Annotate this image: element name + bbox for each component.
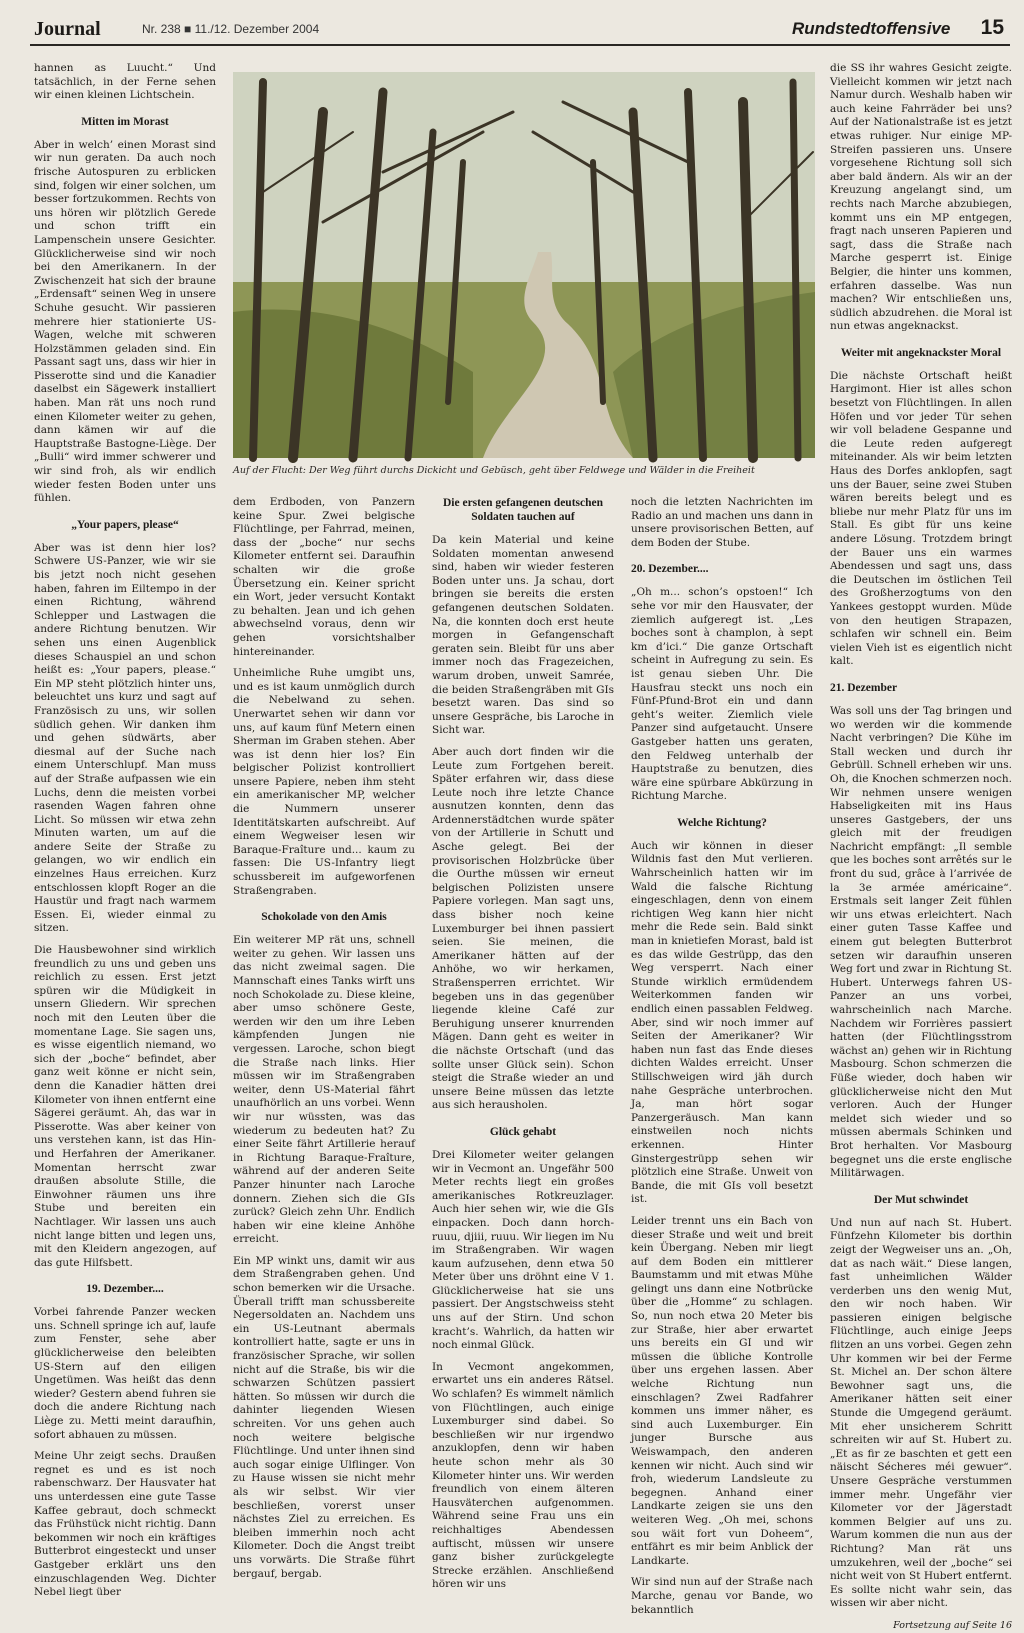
subheading: Mitten im Morast xyxy=(81,115,169,128)
paragraph: dem Erdboden, von Panzern keine Spur. Zwei belgische Flüchtlinge, per Fahrrad, meinen, dass der „boche“ nur sechs Kilometer entfernt sei. Daraufhin schalten wir die große Übersetzung ein. Keiner spricht ein Wort, jeder versucht Kontakt zu behalten. Jean und ich gehen abwechselnd voraus, denn wir gehen vorsichtshalber hintereinander. xyxy=(233,496,415,658)
subheading: 20. Dezember.... xyxy=(631,563,709,576)
subheading: „Your papers, please“ xyxy=(71,518,179,531)
subheading: Schokolade von den Amis xyxy=(261,911,387,924)
subheading: Welche Richtung? xyxy=(677,816,767,829)
paragraph: Aber in welch’ einen Morast sind wir nun geraten. Da auch noch frische Autospuren zu erblicken sind, folgen wir einer solchen, um besser fortzukommen. Rechts von uns hören wir plötzlich Gerede und schon trifft ein Lampenschein unsere Gesichter. Glücklicherweise sind wir noch bei den Amerikanern. In der Zwischenzeit hat sich der braune „Erdensaft“ seinen Weg in unsere Schuhe gesucht. Wir passieren mehrere hier stationierte US-Wagen, welche mit schweren Holzstämmen geladen sind. Ein Passant sagt uns, dass wir hier in Pisserotte sind und die Kanadier daselbst ein Sägewerk installiert haben. Man rät uns noch rund einen Kilometer weiter zu gehen, dann kämen wir auf die Hauptstraße Bastogne-Liège. Der „Bulli“ wird immer schwerer und wir sind froh, als wir endlich wieder festen Boden unter uns fühlen. xyxy=(34,138,216,505)
paragraph: hannen as Luucht.“ Und tatsächlich, in der Ferne sehen wir einen kleinen Lichtschein. xyxy=(34,62,216,102)
paragraph: Aber auch dort finden wir die Leute zum Fortgehen bereit. Später erfahren wir, dass diese Leute noch ihre letzte Chance ausnutzen konnten, denn das Ardennerstädtchen wurde später von der Artillerie in Schutt und Asche gelegt. Bei der provisorischen Holzbrücke über die Ourthe müssen wir erneut belgischen Polizisten unsere Papiere vorlegen. Man sagt uns, dass bisher noch keine Luxemburger bei ihnen passiert seien. Sie meinen, die Amerikaner hätten auf der Anhöhe, wo wir herkamen, Straßensperren errichtet. Wir begeben uns in das gegenüber liegende kleine Café zur Beruhigung unserer knurrenden Mägen. Dann geht es weiter in die nächste Ortschaft (und das sollte unser Glück sein). Schon steigt die Straße wieder an und unsere Beine müssen das letzte aus sich herausholen. xyxy=(432,745,614,1112)
page-number: 15 xyxy=(980,16,1004,39)
paragraph: Was soll uns der Tag bringen und wo werden wir die kommende Nacht verbringen? Die Kühe im Stall wecken und durch ihr Gebrüll. Schnell erheben wir uns. Oh, die Knochen schmerzen noch. Wir nehmen unsere wenigen Habseligkeiten mit ins Haus unseres Gastgebers, der uns gleich mit der freudigen Nachricht empfängt: „Il semble que les boches sont arrêtés sur le front du sud, grâce à l’arrivée de la 3e armée américaine“. Erstmals seit langer Zeit fühlen wir uns etwas erleichtert. Nach einer guten Tasse Kaffee und einem gut belegten Butterbrot setzen wir daraufhin unseren Weg fort und zwar in Richtung St. Hubert. Unterwegs fahren US-Panzer an uns vorbei, wahrscheinlich nach Marche. Nachdem wir Forrières passiert hatten (der Flüchtlingsstrom wächst an) gehen wir in Richtung Masbourg. Schon schmerzen die Füße wieder, doch haben wir glücklicherweise nicht den Mut verloren. Auch der Hunger meldet sich wieder und so müssen abermals Schinken und Brot herhalten. Vor Masbourg begegnet uns die erste englische Militärwagen. xyxy=(830,704,1012,1180)
column-1 xyxy=(34,62,216,1599)
subheading: Glück gehabt xyxy=(489,1125,557,1138)
paragraph: Leider trennt uns ein Bach von dieser Straße und weit und breit kein Übergang. Neben mir liegt auf dem Boden ein mittlerer Baumstamm und mit etwas Mühe gelingt uns dann eine Notbrücke über die „Homme“ zu schlagen. So, nun noch etwa 20 Meter bis zur Straße, hier aber erwartet uns bereits ein GI und wir müssen die übliche Kontrolle über uns ergehen lassen. Aber welche Richtung nun einschlagen? Zwei Radfahrer kommen uns immer näher, es sind auch Luxemburger. Ein junger Bursche aus Weiswampach, den anderen kennen wir nicht. Auch sind wir froh, wiederum Landsleute zu begegnen. Anhand einer Landkarte zeigen sie uns den weiteren Weg. „Oh mei, schons sou wäit fort vun Doheem“, entfährt es mir beim Anblick der Landkarte. xyxy=(631,1214,813,1567)
paragraph: Auch wir können in dieser Wildnis fast den Mut verlieren. Wahrscheinlich hatten wir im Wald die falsche Richtung eingeschlagen, denn von einem richtigen Weg kann hier nicht mehr die Rede sein. Bald sinkt man in knietiefen Morast, bald ist es das wilde Gestrüpp, das den Weg versperrt. Nach einer Stunde wirklich ermüdendem Weiterkommen fanden wir endlich einen passablen Feldweg. Aber, sind wir noch immer auf Seiten der Amerikaner? Wir haben nun fast das Ende dieses dichten Waldes erreicht. Unser Stillschweigen wird jäh durch nahe Gespräche unterbrochen. Ja, man hört sogar Panzergeräusch. Man kann einstweilen noch nichts erkennen. Hinter Ginstergestrüpp sehen wir plötzlich eine Straße. Unweit von Bande, die mit GIs voll besetzt ist. xyxy=(631,839,813,1206)
paragraph: Da kein Material und keine Soldaten momentan anwesend sind, haben wir wieder festeren Boden unter uns. Ja schau, dort bringen sie bereits die ersten gefangenen deutschen Soldaten. Na, die konnten doch erst heute morgen in Gefangenschaft geraten sein. Bleibt für uns aber immer noch das Fragezeichen, warum droben, unweit Samrée, die beiden Straßengräben mit GIs besetzt waren. Das sind so unsere Gespräche, bis Laroche in Sicht war. xyxy=(432,534,614,737)
paragraph: Unheimliche Ruhe umgibt uns, und es ist kaum unmöglich durch die Nebelwand zu sehen. Unerwartet sehen wir dann vor uns, auf kaum fünf Metern einen Sherman im Graben stehen. Aber was ist denn hier los? Ein belgischer Polizist kontrolliert unsere Papiere, neben ihm steht ein amerikanischer MP, welcher die Nummern unserer Identitätskarten aufschreibt. Auf einem Wegweiser lesen wir Baraque-Fraîture und... kaum zu fassen: Die US-Infantry liegt schussbereit im aufgeworfenen Straßengraben. xyxy=(233,667,415,897)
paragraph: Ein weiterer MP rät uns, schnell weiter zu gehen. Wir lassen uns das nicht zweimal sagen. Die Mannschaft eines Tanks wirft uns noch Schokolade zu. Diese kleine, aber umso schönere Geste, werden wir den um ihre Leben kämpfenden Jungen nie vergessen. Laroche, schon biegt die Straße nach links. Hier müssen wir im Straßengraben weiter, denn US-Material fährt unaufhörlich an uns vorbei. Wenn wir nur wüssten, was das wiederum zu bedeuten hat? Zu einer Seite fährt Artillerie herauf in Richtung Baraque-Fraîture, während auf der anderen Seite Panzer hinunter nach Laroche donnern. Ziehen sich die GIs zurück? Gleich zehn Uhr. Endlich haben wir eine kleine Anhöhe erreicht. xyxy=(233,934,415,1246)
forest-path-photo xyxy=(233,72,815,458)
subheading: 21. Dezember xyxy=(830,681,898,694)
issue-info: Nr. 238 ■ 11./12. Dezember 2004 xyxy=(142,22,320,36)
forest-path-illustration xyxy=(233,72,815,458)
subheading: 19. Dezember.... xyxy=(86,1283,164,1296)
photo-caption: Auf der Flucht: Der Weg führt durchs Dickicht und Gebüsch, geht über Feldwege und Wälder in die Freiheit xyxy=(233,465,755,476)
subheading: Die ersten gefangenen deutschen Soldaten tauchen auf xyxy=(442,497,604,523)
continuation-note: Fortsetzung auf Seite 16 xyxy=(893,1619,1012,1631)
paragraph: Vorbei fahrende Panzer wecken uns. Schnell springe ich auf, laufe zum Fenster, sehe aber glücklicherweise den beleibten US-Stern auf den eiligen Ungetümen. Was heißt das denn wieder? Gestern abend fuhren sie doch die andere Richtung nach Liège zu. Metti meint daraufhin, sofort abhauen zu müssen. xyxy=(34,1306,216,1441)
paragraph: Die nächste Ortschaft heißt Hargimont. Hier ist alles schon besetzt von Flüchtlingen. In allen Höfen und vor jeder Tür sehen wir voll beladene Gespanne und die Leute reden aufgeregt miteinander. Als wir beim letzten Haus des Dorfes anklopfen, sagt uns der Bauer, seine zwei Stuben wären bereits belegt und es bliebe nur mehr Platz für uns im Stall. Es gibt für uns keine andere Lösung. Trotzdem bringt der Bauer uns ein warmes Abendessen und sagt uns, dass die Deutschen im östlichen Teil des Großherzogtums von den Yankees gestoppt wurden. Müde von den heutigen Strapazen, schlafen wir schnell ein. Beim vielen Vieh ist es eigentlich nicht kalt. xyxy=(830,369,1012,668)
column-3 xyxy=(432,496,614,1591)
paragraph: Die Hausbewohner sind wirklich freundlich zu uns und geben uns reichlich zu essen. Erst jetzt spüren wir die Müdigkeit in unsern Gliedern. Wir sprechen noch mit den Leuten über die momentane Lage. Sie sagen uns, es wisse eigentlich niemand, wo sich der „boche“ befindet, aber ganz weit könne er nicht sein, denn die Kanadier hätten drei Kilometer von ihnen entfernt eine Sägerei geräumt. Ah, das war in Pisserotte. Was aber keiner von uns verstehen kann, ist das Hin- und Herfahren der Amerikaner. Momentan herrscht zwar draußen absolute Stille, die Einwohner räumen uns ihre Stube und bereiten ein Nachtlager. Wir lassen uns auch nicht lange bitten und legen uns, mit den Kleidern angezogen, auf das gute Hilfsbett. xyxy=(34,944,216,1269)
section-title: Rundstedtoffensive xyxy=(792,19,951,38)
column-5 xyxy=(830,62,1012,1631)
paragraph: Und nun auf nach St. Hubert. Fünfzehn Kilometer bis dorthin zeigt der Wegweiser uns an. „Oh, dat as nach wäit.“ Diese langen, fast unheimlichen Wälder verderben uns den wenig Mut, den wir noch haben. Wir passieren einigen belgische Flüchtlinge, auch einige Jeeps flitzen an uns vorbei. Gegen zehn Uhr kommen wir bei der Ferme St. Michel an. Der schon ältere Bewohner sagt uns, die Amerikaner hätten seit einer Stunde die Umgegend geräumt. Mit eher unsicherem Schritt schreiten wir auf St. Hubert zu. „Et as fir ze baschten et gett een näischt Sécheres méi gewuer“. Unsere Gespräche verstummen immer mehr. Ungefähr vier Kilometer vor der Jägerstadt kommen Belgier auf uns zu. Warum kommen die nun aus der Richtung? Man rät uns umzukehren, weil der „boche“ sei nicht weit von St Hubert entfernt. Es sollte nicht wahr sein, das wissen wir aber nicht. xyxy=(830,1216,1012,1610)
paragraph: Wir sind nun auf der Straße nach Marche, genau vor Bande, wo bekanntlich xyxy=(631,1576,813,1616)
paragraph: Drei Kilometer weiter gelangen wir in Vecmont an. Ungefähr 500 Meter rechts liegt ein großes amerikanisches Rotkreuzlager. Auch hier sehen wir, wie die GIs einpacken. Doch dann horch-ruuu, djiii, ruuu. Wir liegen im Nu im Straßengraben. Wir wagen kaum aufzusehen, denn etwa 50 Meter über uns dröhnt eine V 1. Glücklicherweise hat sie uns passiert. Der Angstschweiss steht uns auf der Stirn. Und schon kracht’s. Wahrlich, da hatten wir noch einmal Glück. xyxy=(432,1148,614,1352)
column-2 xyxy=(233,496,415,1580)
paragraph: „Oh m... schon’s opstoen!“ Ich sehe vor mir den Hausvater, der ziemlich aufgeregt ist. „Les boches sont à champlon, à sept km d’ici.“ Die ganze Ortschaft scheint in Aufregung zu sein. Es ist genau sieben Uhr. Die Hausfrau steckt uns noch ein Fünf-Pfund-Brot ein und dann geht’s weiter. Ziemlich viele Panzer sind aufgetaucht. Unsere Gastgeber hatten uns geraten, den Feldweg unterhalb der Hauptstraße zu benutzen, dies wäre eine spürbare Abkürzung in Richtung Marche. xyxy=(631,586,813,803)
journal-title: Journal xyxy=(34,18,101,40)
column-4 xyxy=(631,496,813,1616)
paragraph: Meine Uhr zeigt sechs. Draußen regnet es und es ist noch rabenschwarz. Der Hausvater hat uns unterdessen eine gute Tasse Kaffee gebraut, doch schmeckt das Frühstück nicht richtig. Dann bekommen wir noch ein kräftiges Butterbrot eingesteckt und unser Gastgeber erklärt uns den einzuschlagenden Weg. Dichter Nebel liegt über xyxy=(34,1450,216,1599)
paragraph: In Vecmont angekommen, erwartet uns ein anderes Rätsel. Wo schlafen? Es wimmelt nämlich von Flüchtlingen, auch einige Luxemburger sind dabei. So beschließen wir nur irgendwo anzuklopfen, denn wir haben heute schon mehr als 30 Kilometer hinter uns. Wir werden freundlich von einem älteren Hausväterchen aufgenommen. Während seine Frau uns ein reichhaltiges Abendessen auftischt, müssen wir unsere ganz bisher zurückgelegte Strecke erzählen. Anschließend hören wir uns xyxy=(432,1360,614,1591)
subheading: Der Mut schwindet xyxy=(873,1193,969,1206)
subheading: Weiter mit angeknackster Moral xyxy=(840,346,1002,359)
paragraph: die SS ihr wahres Gesicht zeigte. Vielleicht kommen wir jetzt nach Namur durch. Weshalb haben wir auch keine Fahrräder bei uns? Auf der Nationalstraße ist es jetzt etwas ruhiger. Nur einige MP-Streifen passieren uns. Unsere vorgesehene Richtung soll sich aber bald ändern. Als wir an der Kreuzung angelangt sind, um rechts nach Marche abzubiegen, kommt uns ein MP entgegen, fragt nach unseren Papieren und sagt, dass die Straße nach Marche gesperrt ist. Einige Belgier, die hinter uns kommen, erfahren dasselbe. Was nun machen? Wir entschließen uns, südlich abzudrehen. die Moral ist nun etwas angeknackst. xyxy=(830,62,1012,333)
paragraph: noch die letzten Nachrichten im Radio an und machen uns dann in unsere provisorischen Betten, auf dem Boden der Stube. xyxy=(631,496,813,549)
paragraph: Ein MP winkt uns, damit wir aus dem Straßengraben gehen. Und schon bemerken wir die Ursache. Überall trifft man schussbereite Negersoldaten an. Nachdem uns ein US-Leutnant abermals kontrolliert hatte, sagte er uns in französischer Sprache, wir sollen nicht auf die Straße, bis wir die schwarzen Schützen passiert hätten. So müssen wir durch die dahinter liegenden Wiesen schreiten. Vor uns gehen auch noch weitere belgische Flüchtlinge. Und unter ihnen sind auch sogar einige Ulflinger. Von zu Hause wissen sie nicht mehr als wir selbst. Wir vier beschließen, vorerst unser nächstes Ziel zu erreichen. Es bleiben immerhin noch acht Kilometer. Doch die Angst treibt uns vorwärts. Die Straße führt bergauf, bergab. xyxy=(233,1254,415,1580)
masthead xyxy=(30,14,1010,46)
paragraph: Aber was ist denn hier los? Schwere US-Panzer, wie wir sie bis jetzt noch nicht gesehen haben, fahren im Eiltempo in der einen Richtung, während Schlepper und Lastwagen die andere Richtung benutzen. Wir sehen uns einen Augenblick dieses Schauspiel an und schon heißt es: „Your papers, please.“ Ein MP steht plötzlich hinter uns, beleuchtet uns kurz und sagt auf Französisch zu uns, wir sollen südlich gehen. Wir danken ihm und gehen südwärts, aber diesmal auf der Suche nach einem Unterschlupf. Man muss auf der Straße aufpassen wie ein Luchs, denn die meisten vorbei rasenden Wagen fahren ohne Licht. So müssen wir etwa zehn Minuten warten, um auf die andere Seite der Straße zu gelangen, wo wir endlich ein einzelnes Haus erreichen. Kurz entschlossen klopft Roger an die Haustür und fragt nach warmem Essen. Ei, wieder einmal zu sitzen. xyxy=(34,541,216,935)
